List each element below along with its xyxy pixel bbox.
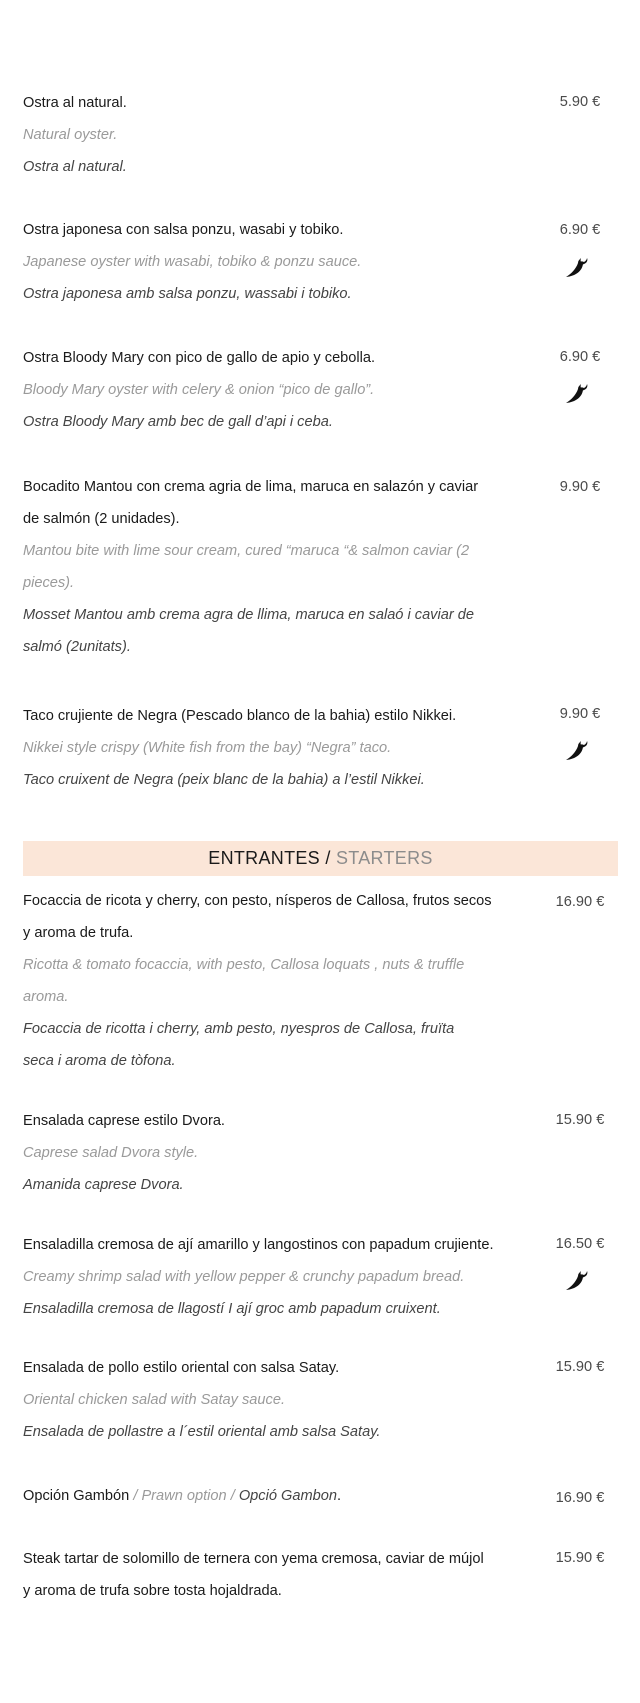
- option-name-en: / Prawn option /: [133, 1488, 235, 1504]
- item-name-ca: Ostra al natural.: [23, 159, 127, 175]
- item-name-ca: Amanida caprese Dvora.: [23, 1177, 184, 1193]
- item-name-ca: Taco cruixent de Negra (peix blanc de la bahia) a l’estil Nikkei.: [23, 772, 425, 788]
- section-title-es: ENTRANTES: [208, 848, 320, 868]
- option-line: [23, 1480, 543, 1512]
- chili-pepper-icon: [563, 255, 589, 281]
- menu-item-taco-negra: [23, 700, 543, 796]
- item-name-es: Ensaladilla cremosa de ají amarillo y langostinos con papadum crujiente.: [23, 1237, 494, 1253]
- item-name-en: Natural oyster.: [23, 127, 118, 143]
- menu-item-ostra-natural: [23, 87, 543, 183]
- item-name-es: Ensalada de pollo estilo oriental con salsa Satay.: [23, 1360, 340, 1376]
- item-name-ca: Ostra Bloody Mary amb bec de gall d’api i ceba.: [23, 414, 333, 430]
- item-name-es: Taco crujiente de Negra (Pescado blanco de la bahia) estilo Nikkei.: [23, 708, 457, 724]
- item-name-en: Nikkei style crispy (White fish from the bay) “Negra” taco.: [23, 740, 392, 756]
- option-name-es: Opción Gambón: [23, 1488, 130, 1504]
- item-name-ca-line1: Mosset Mantou amb crema agra de llima, maruca en salaó i caviar de: [23, 607, 474, 623]
- item-name-en-line1: Mantou bite with lime sour cream, cured “maruca “& salmon caviar (2: [23, 543, 470, 559]
- item-name-en: Japanese oyster with wasabi, tobiko & ponzu sauce.: [23, 254, 362, 270]
- item-name-es-line2: y aroma de trufa sobre tosta hojaldrada.: [23, 1583, 282, 1599]
- menu-item-opcion-gambon: [23, 1480, 543, 1512]
- item-name-es: Ostra Bloody Mary con pico de gallo de apio y cebolla.: [23, 350, 376, 366]
- item-name-ca-line2: salmó (2unitats).: [23, 639, 131, 655]
- item-name-es: Ostra japonesa con salsa ponzu, wasabi y tobiko.: [23, 222, 344, 238]
- item-price: 15.90 €: [555, 1359, 605, 1375]
- item-name-en: Caprese salad Dvora style.: [23, 1145, 199, 1161]
- option-end: .: [336, 1488, 342, 1504]
- item-name-es-line2: de salmón (2 unidades).: [23, 511, 180, 527]
- item-name-en-line2: aroma.: [23, 989, 69, 1005]
- menu-item-bocadito-mantou: [23, 471, 543, 663]
- option-name-ca: Opció Gambon: [238, 1488, 337, 1504]
- item-name-es-line1: Steak tartar de solomillo de ternera con yema cremosa, caviar de mújol: [23, 1551, 484, 1567]
- menu-item-ostra-japonesa: [23, 214, 543, 310]
- item-price: 15.90 €: [555, 1550, 605, 1566]
- section-header-starters: [23, 841, 618, 876]
- item-price: 6.90 €: [559, 222, 601, 238]
- item-name-es-line2: y aroma de trufa.: [23, 925, 134, 941]
- item-price: 9.90 €: [559, 479, 601, 495]
- chili-pepper-icon: [563, 738, 589, 764]
- item-name-es-line1: Focaccia de ricota y cherry, con pesto, nísperos de Callosa, frutos secos: [23, 893, 492, 909]
- item-name-ca: Ensalada de pollastre a l´estil oriental amb salsa Satay.: [23, 1424, 381, 1440]
- chili-pepper-icon: [563, 381, 589, 407]
- item-price: 6.90 €: [559, 349, 601, 365]
- item-price: 9.90 €: [559, 706, 601, 722]
- item-name-en-line2: pieces).: [23, 575, 75, 591]
- item-price: 15.90 €: [555, 1112, 605, 1128]
- item-price: 16.90 €: [555, 894, 605, 910]
- menu-item-ensalada-caprese: [23, 1105, 543, 1201]
- item-name-en: Creamy shrimp salad with yellow pepper & crunchy papadum bread.: [23, 1269, 465, 1285]
- item-name-es: Ensalada caprese estilo Dvora.: [23, 1113, 225, 1129]
- item-name-en: Bloody Mary oyster with celery & onion “pico de gallo”.: [23, 382, 375, 398]
- menu-item-steak-tartar: [23, 1543, 543, 1607]
- item-name-en-line1: Ricotta & tomato focaccia, with pesto, Callosa loquats , nuts & truffle: [23, 957, 465, 973]
- item-price: 16.90 €: [555, 1490, 605, 1506]
- item-name-es: Ostra al natural.: [23, 95, 127, 111]
- item-name-en: Oriental chicken salad with Satay sauce.: [23, 1392, 286, 1408]
- menu-item-ensaladilla-cremosa: [23, 1229, 543, 1325]
- item-price: 16.50 €: [555, 1236, 605, 1252]
- menu-item-ensalada-pollo: [23, 1352, 543, 1448]
- section-separator: /: [325, 848, 331, 868]
- section-title-en: STARTERS: [335, 848, 433, 868]
- item-price: 5.90 €: [559, 94, 601, 110]
- menu-item-ostra-bloody-mary: [23, 342, 543, 438]
- item-name-ca-line1: Focaccia de ricotta i cherry, amb pesto, nyespros de Callosa, fruïta: [23, 1021, 455, 1037]
- menu-item-focaccia: [23, 885, 543, 1077]
- item-name-ca: Ensaladilla cremosa de llagostí I ají groc amb papadum cruixent.: [23, 1301, 441, 1317]
- item-name-es-line1: Bocadito Mantou con crema agria de lima, maruca en salazón y caviar: [23, 479, 479, 495]
- chili-pepper-icon: [563, 1268, 589, 1294]
- item-name-ca: Ostra japonesa amb salsa ponzu, wassabi i tobiko.: [23, 286, 352, 302]
- item-name-ca-line2: seca i aroma de tòfona.: [23, 1053, 176, 1069]
